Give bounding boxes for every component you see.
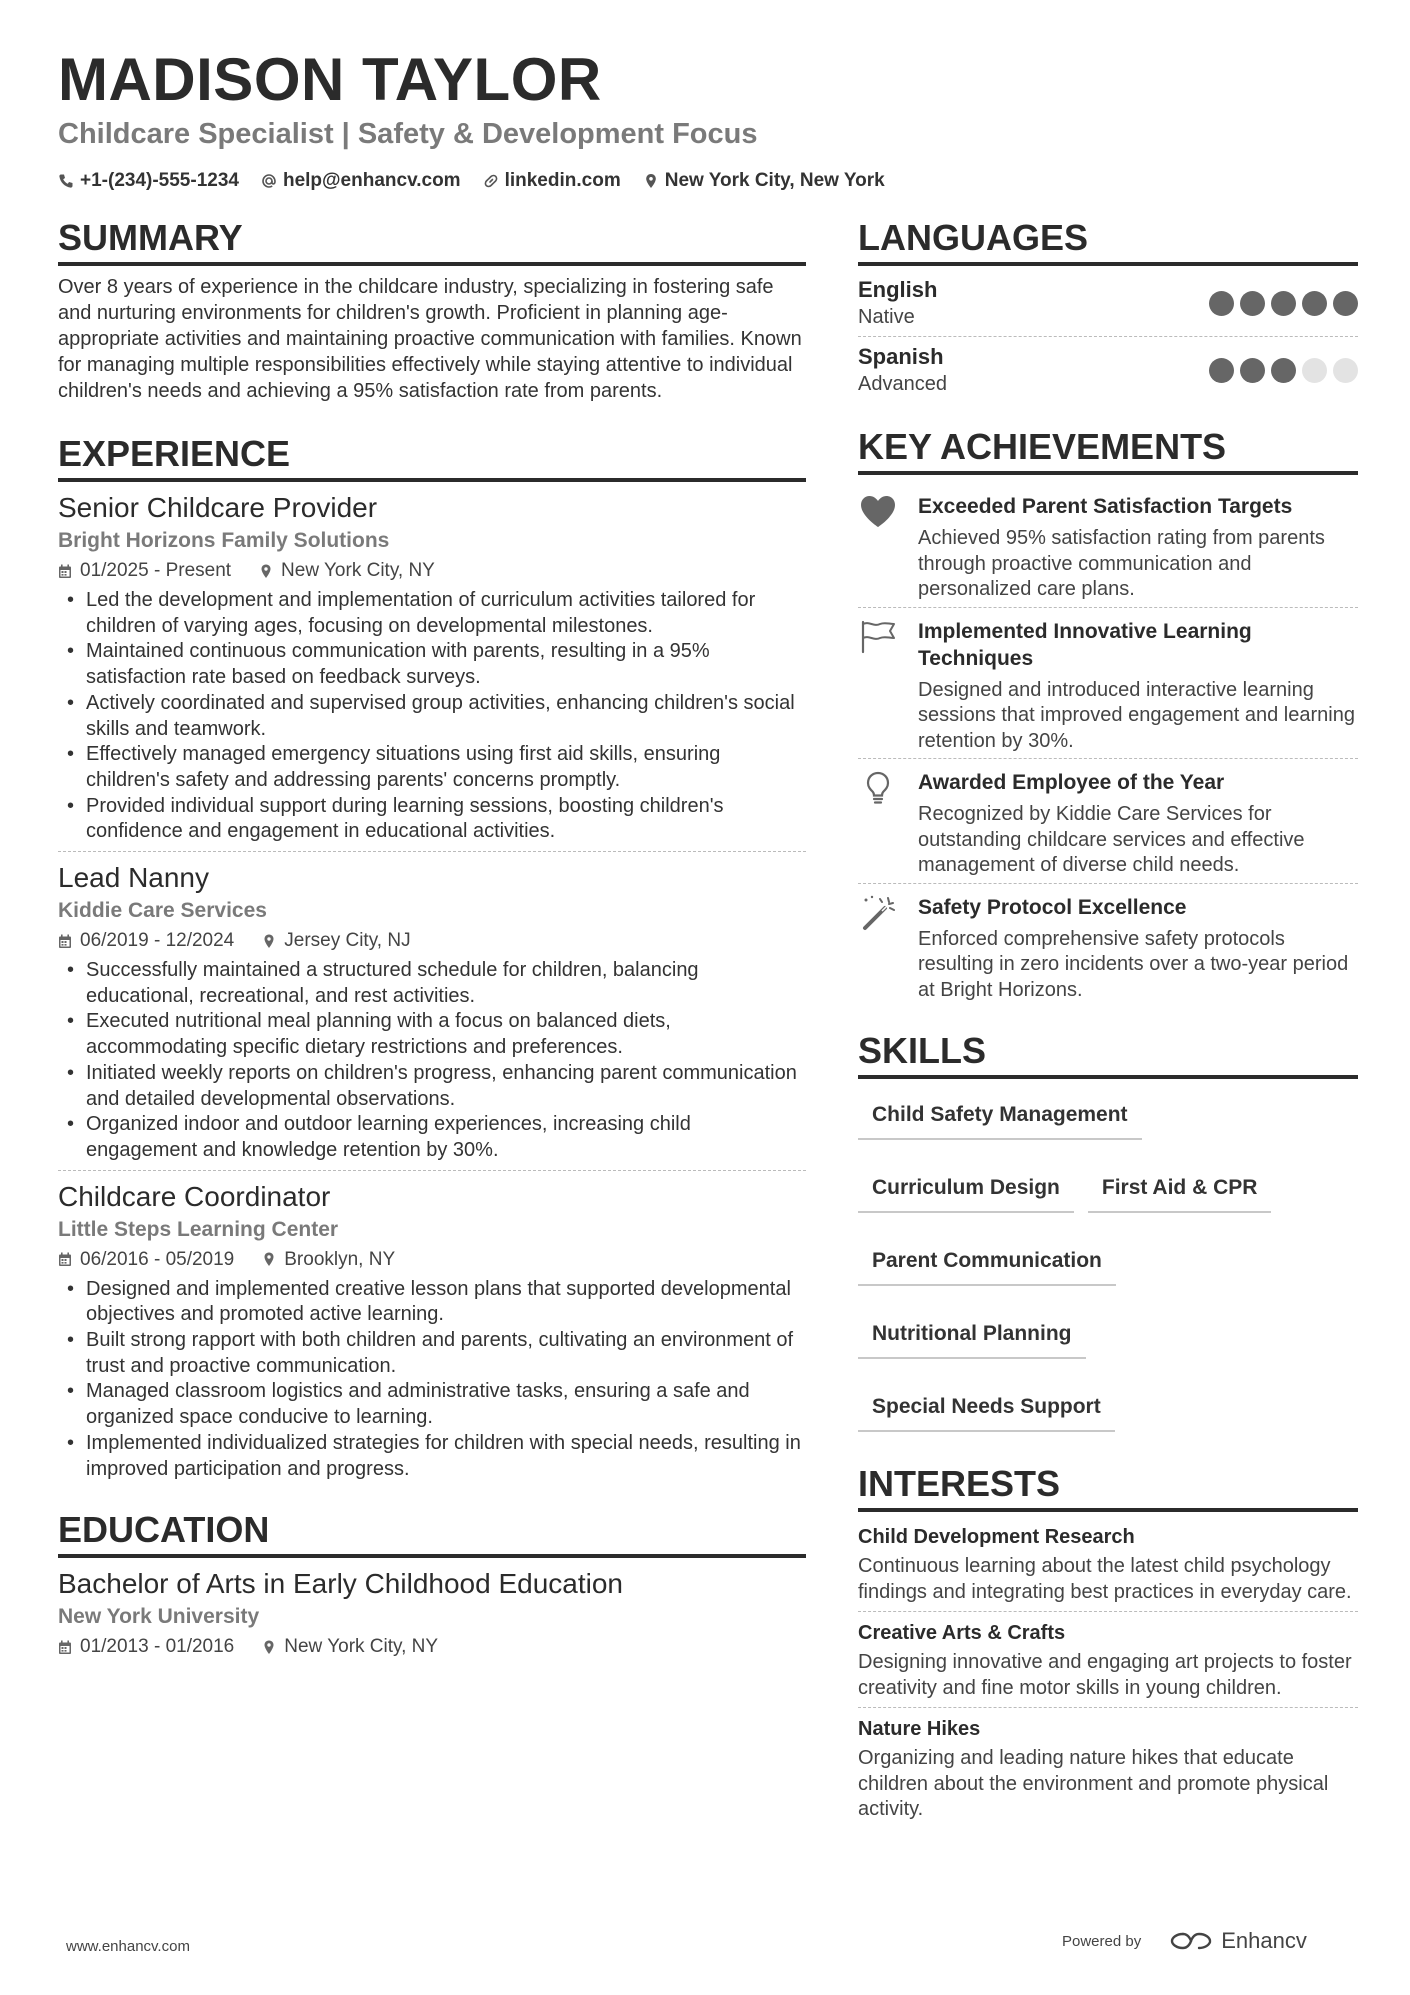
experience-item [58,1170,806,1489]
job-dates-text: 06/2019 - 12/2024 [80,930,235,952]
heart-icon [858,493,898,531]
achievement-icon-wrap [858,894,900,1004]
education-location [262,1632,438,1662]
interest-title: Nature Hikes [858,1718,981,1740]
achievement-item [858,883,1358,1008]
language-item [858,336,1358,403]
school-name: New York University [58,1605,260,1629]
job-title: Senior Childcare Provider [58,492,378,523]
location-pin-icon [262,1252,276,1267]
skills-heading: SKILLS [858,1029,1358,1079]
list-item: • Provided individual support during learning sessions, boosting children's confidence and engagement in educational activities. [58,794,806,845]
language-rating [1209,358,1358,383]
footer-website[interactable]: www.enhancv.com [66,1938,190,1955]
rating-dot-filled [1240,291,1265,316]
rating-dot-empty [1302,358,1327,383]
interest-title: Creative Arts & Crafts [858,1622,1066,1644]
rating-dot-filled [1271,291,1296,316]
job-bullets [58,1277,806,1483]
language-item [858,274,1358,336]
location-pin-icon [643,173,659,189]
summary-text: Over 8 years of experience in the childcare industry, specializing in fostering safe and nurturing environments for children's growth. Proficient in planning age-appropriate activities and maintaining proactive communication with families. Known for managing multiple responsibilities effectively while staying attentive to individual children's needs and achieving a 95% satisfaction rate from parents. [58,276,802,402]
interest-desc: Organizing and leading nature hikes that educate children about the environment and promote physical activity. [858,1747,1329,1820]
linkedin-text: linkedin.com [504,170,621,191]
language-rating [1209,291,1358,316]
job-meta [58,1245,806,1275]
job-location [259,556,435,586]
achievement-item [858,607,1358,759]
job-title: Childcare Coordinator [58,1180,331,1212]
list-item: • Maintained continuous communication with parents, resulting in a 95% satisfaction rate based on feedback surveys. [58,639,806,690]
achievement-title: Safety Protocol Excellence [918,895,1187,919]
language-name: English [858,277,938,302]
interest-desc: Continuous learning about the latest child psychology findings and integrating best practices in everyday care. [858,1555,1352,1603]
rating-dot-filled [1240,358,1265,383]
list-item: • Built strong rapport with both children and parents, cultivating an environment of trust and proactive communication. [58,1328,806,1379]
contact-email[interactable] [261,168,461,194]
rating-dot-filled [1302,291,1327,316]
left-column [58,216,806,1662]
achievement-desc: Enforced comprehensive safety protocols resulting in zero incidents over a two-year period at Bright Horizons. [918,927,1349,1001]
company-name: Bright Horizons Family Solutions [58,529,390,552]
education-item [58,1566,806,1662]
achievement-desc: Designed and introduced interactive learning sessions that improved engagement and learning retention by 30%. [918,678,1355,752]
list-item: • Led the development and implementation of curriculum activities tailored for children of varying ages, focusing on developmental milestones. [58,588,806,639]
interests-heading: INTERESTS [858,1462,1358,1512]
job-meta [58,926,806,956]
job-dates [58,1245,234,1275]
language-name: Spanish [858,344,944,369]
candidate-title: Childcare Specialist | Safety & Development Focus [58,118,758,150]
contact-linkedin[interactable] [483,168,621,194]
skill-tag: First Aid & CPR [1088,1168,1272,1213]
powered-by-text: Powered by [1062,1932,1142,1950]
education-meta [58,1632,806,1662]
location-pin-icon [259,564,273,579]
company-name: Little Steps Learning Center [58,1217,339,1241]
job-bullets [58,958,806,1164]
job-title: Lead Nanny [58,862,210,894]
summary-heading: SUMMARY [58,216,806,266]
job-dates-text: 06/2016 - 05/2019 [80,1248,235,1270]
achievement-item [858,758,1358,883]
list-item: • Implemented individualized strategies for children with special needs, resulting in improved participation and progress. [58,1431,806,1482]
job-location [262,926,410,956]
calendar-icon [58,1640,72,1655]
job-location-text: New York City, NY [281,560,435,581]
interest-desc: Designing innovative and engaging art projects to foster creativity and fine motor skills in young children. [858,1651,1352,1699]
achievement-title: Awarded Employee of the Year [918,771,1225,794]
achievement-desc: Achieved 95% satisfaction rating from parents through proactive communication and personalized care plans. [918,527,1325,600]
experience-item [58,851,806,1170]
location-pin-icon [262,934,276,949]
list-item: • Executed nutritional meal planning with a focus on balanced diets, accommodating specific dietary restrictions and preferences. [58,1009,806,1060]
right-column [858,216,1358,1829]
magic-wand-icon [858,894,898,932]
job-meta [58,556,806,586]
interest-item [858,1707,1358,1829]
degree-title: Bachelor of Arts in Early Childhood Education [58,1568,623,1600]
list-item: • Actively coordinated and supervised group activities, enhancing children's social skills and teamwork. [58,691,806,742]
list-item: • Effectively managed emergency situations using first aid skills, ensuring children's safety and addressing parents' concerns promptly. [58,742,806,793]
footer-branding [1062,1928,1307,1954]
rating-dot-empty [1333,358,1358,383]
achievement-desc: Recognized by Kiddie Care Services for outstanding childcare services and effective management of diverse child needs. [918,803,1305,876]
brand-logo[interactable] [1169,1928,1307,1954]
list-item: • Organized indoor and outdoor learning experiences, increasing child engagement and knowledge retention by 30%. [58,1112,806,1163]
flag-icon [858,618,898,656]
achievement-title: Implemented Innovative Learning Techniques [918,619,1252,670]
achievement-item [858,483,1358,607]
candidate-name: MADISON TAYLOR [58,46,602,113]
job-bullets [58,588,806,845]
achievement-icon-wrap [858,493,900,603]
calendar-icon [58,564,72,579]
interest-item [858,1611,1358,1707]
achievements-heading: KEY ACHIEVEMENTS [858,425,1358,475]
calendar-icon [58,934,72,949]
enhancv-logo-icon [1169,1930,1213,1952]
job-location-text: Brooklyn, NY [284,1248,396,1270]
achievement-title: Exceeded Parent Satisfaction Targets [918,495,1293,518]
education-location-text: New York City, NY [284,1636,439,1658]
rating-dot-filled [1333,291,1358,316]
email-text: help@enhancv.com [282,170,461,191]
link-icon [483,173,499,189]
achievement-icon-wrap [858,769,900,879]
interest-item [858,1520,1358,1611]
skill-tag: Child Safety Management [858,1095,1142,1140]
experience-item [58,490,806,851]
education-dates [58,1632,234,1662]
phone-icon [58,173,74,189]
at-icon [261,173,277,189]
location-pin-icon [262,1640,276,1655]
rating-dot-filled [1209,291,1234,316]
language-level: Native [858,306,915,328]
interest-title: Child Development Research [858,1526,1135,1548]
education-heading: EDUCATION [58,1508,806,1558]
location-text: New York City, New York [664,170,885,191]
job-dates [58,926,234,956]
languages-heading: LANGUAGES [858,216,1358,266]
skill-tag: Curriculum Design [858,1168,1074,1213]
phone-text: +1-(234)-555-1234 [80,170,239,191]
language-level: Advanced [858,373,947,395]
skill-tag: Nutritional Planning [858,1314,1086,1359]
rating-dot-filled [1271,358,1296,383]
lightbulb-icon [858,769,898,807]
contact-location [643,168,885,194]
experience-heading: EXPERIENCE [58,432,806,482]
list-item: • Initiated weekly reports on children's progress, enhancing parent communication and detailed developmental observations. [58,1061,806,1112]
brand-name: Enhancv [1221,1928,1307,1953]
contact-phone [58,168,239,194]
list-item: • Successfully maintained a structured schedule for children, balancing educational, recreational, and rest activities. [58,958,806,1009]
job-dates [58,556,231,586]
rating-dot-filled [1209,358,1234,383]
list-item: • Designed and implemented creative lesson plans that supported developmental objectives and promoted active learning. [58,1277,806,1328]
skill-tag: Parent Communication [858,1241,1116,1286]
job-location [262,1245,395,1275]
contact-bar [58,168,885,194]
achievement-icon-wrap [858,618,900,755]
company-name: Kiddie Care Services [58,899,267,923]
education-dates-text: 01/2013 - 01/2016 [80,1636,235,1658]
job-location-text: Jersey City, NJ [284,930,411,952]
skill-tag: Special Needs Support [858,1387,1115,1432]
job-dates-text: 01/2025 - Present [80,560,232,581]
skills-list [858,1087,1358,1432]
calendar-icon [58,1252,72,1267]
list-item: • Managed classroom logistics and administrative tasks, ensuring a safe and organized space conducive to learning. [58,1379,806,1430]
